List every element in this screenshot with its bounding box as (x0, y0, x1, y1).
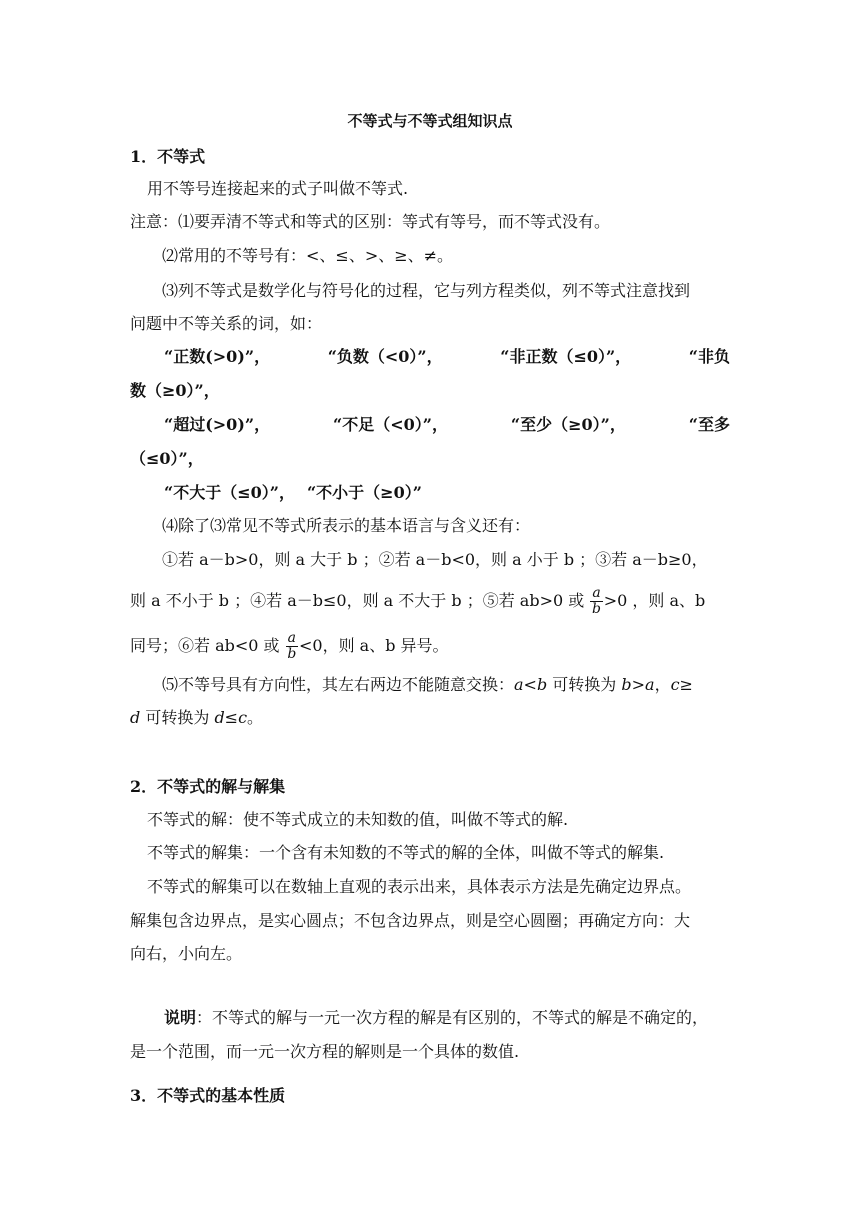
explanation-text: ：不等式的解与一元一次方程的解是有区别的，不等式的解是不确定的， (196, 1008, 709, 1027)
math-c-geq: c≥ (670, 675, 693, 694)
keyword-not-less: “不小于（≥0）” (306, 483, 422, 502)
section-2-heading: 2．不等式的解与解集 (130, 777, 286, 796)
number-line-line-2: 解集包含边界点，是实心圆点；不包含边界点，则是空心圆圈；再确定方向：大 (130, 911, 691, 930)
keyword-non-positive: “非正数（≤0）”， (500, 347, 632, 366)
note-5-text: ⑸不等号具有方向性，其左右两边不能随意交换： (162, 675, 515, 694)
rule-line-2-text: 则 a 不小于 b ；④若 a－b≤0，则 a 不大于 b ；⑤若 ab>0 或 (130, 591, 585, 610)
explanation-line-1 (164, 1007, 708, 1029)
keyword-at-most-end: （≤0）”， (130, 449, 204, 468)
fraction-denominator: b (287, 646, 297, 662)
rule-line-3 (130, 631, 449, 662)
note-2: ⑵常用的不等号有：<、≤、>、≥、≠。 (162, 246, 454, 265)
section-1-heading: 1．不等式 (130, 147, 206, 166)
rule-line-3-tail: <0，则 a、b 异号。 (299, 636, 449, 655)
fraction-denominator: b (592, 601, 601, 617)
keyword-row-2 (164, 414, 730, 436)
keyword-non-negative-end: 数（≥0）”， (130, 381, 220, 400)
note-4: ⑷除了⑶常见不等式所表示的基本语言与含义还有： (162, 516, 531, 535)
number-line-line-3: 向右，小向左。 (130, 944, 243, 963)
keyword-at-least: “至少（≥0）”， (510, 415, 626, 434)
keyword-less-than: “不足（<0）”， (333, 415, 448, 434)
note-5-convert: 可转换为 (547, 675, 622, 694)
rule-line-2 (130, 586, 705, 617)
section-3-heading: 3．不等式的基本性质 (130, 1086, 286, 1105)
explanation-line-2: 是一个范围，而一元一次方程的解则是一个具体的数值. (130, 1042, 520, 1061)
fraction-a-over-b-2 (286, 631, 298, 662)
note-5-line-2 (130, 707, 263, 729)
keyword-non-negative-start: “非负 (688, 347, 730, 366)
keyword-at-most-start: “至多 (688, 415, 730, 434)
fraction-a-over-b (590, 586, 602, 617)
note-5-line-1 (162, 674, 693, 696)
rule-line-1: ①若 a－b>0，则 a 大于 b ；②若 a－b<0，则 a 小于 b ；③若 a－b≥0， (162, 550, 708, 569)
note-3-line-2: 问题中不等关系的词，如： (130, 314, 323, 333)
note-5-convert-2: 可转换为 (140, 708, 215, 727)
math-b-greater-a: b>a (621, 675, 655, 694)
note-5-comma: ， (654, 675, 671, 694)
keyword-positive: “正数(>0)”， (164, 347, 271, 366)
note-5-period: 。 (247, 708, 264, 727)
keyword-not-greater: “不大于（≤0）”， (164, 483, 295, 502)
fraction-numerator: a (287, 630, 296, 646)
math-a-less-b: a<b (514, 675, 548, 694)
note-3-line-1: ⑶列不等式是数学化与符号化的过程，它与列方程类似，列不等式注意找到 (162, 281, 691, 300)
rule-line-2-tail: >0 ，则 a、b (603, 591, 706, 610)
rule-line-3-text: 同号；⑥若 ab<0 或 (130, 636, 280, 655)
fraction-numerator: a (592, 585, 601, 601)
solution-definition: 不等式的解：使不等式成立的未知数的值，叫做不等式的解. (147, 810, 569, 829)
math-d: d (130, 708, 141, 727)
note-1: 注意：⑴要弄清不等式和等式的区别：等式有等号，而不等式没有。 (130, 212, 611, 231)
keyword-exceed: “超过(>0)”， (164, 415, 271, 434)
solution-set-definition: 不等式的解集：一个含有未知数的不等式的解的全体，叫做不等式的解集. (147, 843, 665, 862)
math-d-leq-c: d≤c (214, 708, 248, 727)
keyword-row-1 (164, 346, 730, 368)
explanation-label: 说明 (164, 1008, 197, 1027)
keyword-negative: “负数（<0）”， (327, 347, 443, 366)
keyword-row-3 (164, 482, 422, 504)
definition-text: 用不等号连接起来的式子叫做不等式. (147, 179, 409, 198)
number-line-line-1: 不等式的解集可以在数轴上直观的表示出来，具体表示方法是先确定边界点。 (147, 877, 692, 896)
page-title: 不等式与不等式组知识点 (347, 112, 513, 130)
